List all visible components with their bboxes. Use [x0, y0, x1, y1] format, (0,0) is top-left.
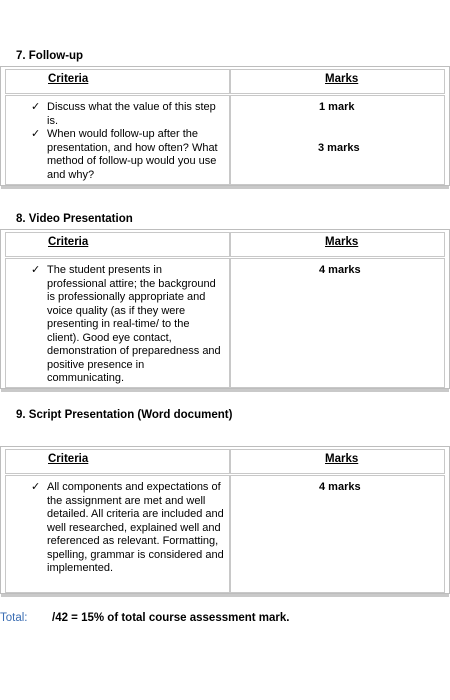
marks-header: Marks — [325, 453, 359, 465]
table-row — [1, 258, 449, 388]
criteria-header-cell — [5, 449, 230, 474]
table-header-row — [1, 449, 449, 474]
rubric-table-video-presentation — [0, 229, 450, 389]
section-title-follow-up: 7. Follow-up — [16, 50, 84, 62]
criteria-list — [6, 264, 224, 386]
criteria-header: Criteria — [48, 236, 89, 248]
criteria-header-cell — [5, 232, 230, 257]
divider — [1, 186, 449, 189]
rubric-table-follow-up — [0, 66, 450, 186]
section-title-script-presentation: 9. Script Presentation (Word document) — [16, 409, 233, 421]
criteria-cell — [5, 258, 230, 388]
marks-header: Marks — [325, 236, 359, 248]
criteria-item: ✓ The student presents in professional attire; the background is professionally appropriate and voice quality (as if they were presenting in real-time/ to the client). Good eye contact, demonstration of preparedness and positive presence in communicating. — [31, 264, 221, 384]
criteria-item: ✓ When would follow-up after the presentation, and how often? What method of follow-up would you use and why? — [31, 128, 218, 181]
mark-value: 1 mark — [319, 101, 355, 113]
criteria-header: Criteria — [48, 73, 89, 85]
criteria-cell — [5, 475, 230, 593]
mark-value: 3 marks — [318, 142, 360, 154]
marks-cell — [230, 258, 445, 388]
section-title-video-presentation: 8. Video Presentation — [16, 213, 133, 225]
mark-value: 4 marks — [319, 481, 361, 493]
checkmark-icon: ✓ — [31, 101, 41, 113]
divider — [1, 594, 449, 597]
marks-header-cell — [230, 449, 445, 474]
criteria-list — [6, 481, 224, 576]
criteria-header: Criteria — [48, 453, 89, 465]
table-row — [1, 95, 449, 185]
marks-header-cell — [230, 232, 445, 257]
marks-cell — [230, 475, 445, 593]
marks-cell — [230, 95, 445, 185]
criteria-cell — [5, 95, 230, 185]
criteria-item: ✓ Discuss what the value of this step is. — [31, 101, 216, 127]
checkmark-icon: ✓ — [31, 128, 41, 140]
checkmark-icon: ✓ — [31, 264, 41, 276]
marks-header-cell — [230, 69, 445, 94]
rubric-table-script-presentation — [0, 446, 450, 594]
total-label: Total: — [0, 612, 28, 624]
mark-value: 4 marks — [319, 264, 361, 276]
criteria-header-cell — [5, 69, 230, 94]
table-row — [1, 475, 449, 593]
table-header-row — [1, 69, 449, 94]
total-text: /42 = 15% of total course assessment mark. — [52, 612, 290, 624]
table-header-row — [1, 232, 449, 257]
checkmark-icon: ✓ — [31, 481, 41, 493]
criteria-item: ✓ All components and expectations of the assignment are met and well detailed. All criteria are included and well researched, explained well and referenced as relevant. Formatting, spelling, grammar is considered and implemented. — [31, 481, 224, 574]
marks-header: Marks — [325, 73, 359, 85]
divider — [1, 389, 449, 392]
criteria-list — [6, 101, 224, 182]
